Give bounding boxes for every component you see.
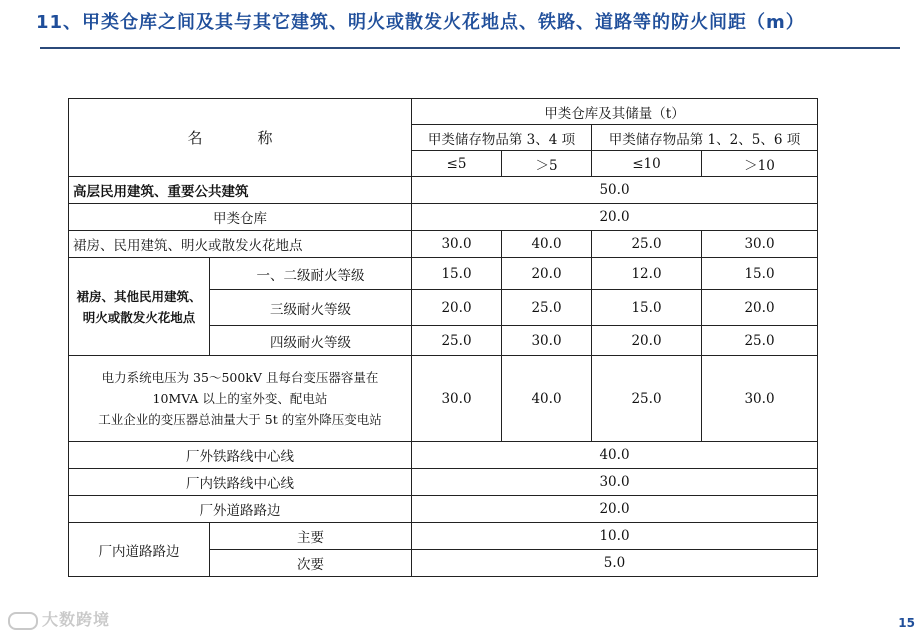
group-34-header: 甲类储存物品第 3、4 项 <box>412 125 592 151</box>
cell-value: 30.0 <box>412 356 502 442</box>
watermark <box>8 607 110 630</box>
slide-title: 11、甲类仓库之间及其与其它建筑、明火或散发火花地点、铁路、道路等的防火间距（m） <box>36 12 805 33</box>
row-label-inside-road: 厂内道路路边 <box>69 523 210 577</box>
sub-row-label: 一、二级耐火等级 <box>210 258 412 290</box>
cell-value: 30.0 <box>702 356 818 442</box>
cell-value: 25.0 <box>592 231 702 258</box>
row-label-fire-rating-group <box>69 258 210 356</box>
cell-value: 25.0 <box>502 290 592 326</box>
sub-row-label-main: 主要 <box>210 523 412 550</box>
watermark-text: 大数跨境 <box>42 610 111 629</box>
cell-value: 30.0 <box>502 326 592 356</box>
row-label-outside-road: 厂外道路路边 <box>69 496 412 523</box>
threshold-header: ＞10 <box>702 151 818 177</box>
substation-line1: 电力系统电压为 35～500kV 且每台变压器容量在 <box>101 370 379 385</box>
cell-value: 30.0 <box>412 231 502 258</box>
cell-value: 20.0 <box>502 258 592 290</box>
cell-value: 40.0 <box>412 442 818 469</box>
fire-rating-group-line1: 裙房、其他民用建筑、 <box>76 288 202 304</box>
sub-row-label: 四级耐火等级 <box>210 326 412 356</box>
substation-line2: 10MVA 以上的室外变、配电站 <box>152 391 328 406</box>
sub-row-label: 三级耐火等级 <box>210 290 412 326</box>
sub-row-label-secondary: 次要 <box>210 550 412 577</box>
cell-value: 20.0 <box>412 496 818 523</box>
cell-value: 20.0 <box>592 326 702 356</box>
cell-value: 25.0 <box>592 356 702 442</box>
cell-value: 30.0 <box>702 231 818 258</box>
capacity-header: 甲类仓库及其储量（t） <box>412 99 818 125</box>
watermark-logo-icon <box>8 612 38 630</box>
substation-line3: 工业企业的变压器总油量大于 5t 的室外降压变电站 <box>98 412 382 427</box>
cell-value: 10.0 <box>412 523 818 550</box>
row-label-outside-railway: 厂外铁路线中心线 <box>69 442 412 469</box>
row-label-substation <box>69 356 412 442</box>
cell-value: 30.0 <box>412 469 818 496</box>
row-label-class-a-warehouse: 甲类仓库 <box>69 204 412 231</box>
threshold-header: ≤5 <box>412 151 502 177</box>
fire-rating-group-line2: 明火或散发火花地点 <box>82 309 196 325</box>
group-1256-header: 甲类储存物品第 1、2、5、6 项 <box>592 125 818 151</box>
cell-value: 5.0 <box>412 550 818 577</box>
threshold-header: ＞5 <box>502 151 592 177</box>
cell-value: 25.0 <box>412 326 502 356</box>
cell-value: 25.0 <box>702 326 818 356</box>
cell-value: 15.0 <box>412 258 502 290</box>
cell-value: 20.0 <box>702 290 818 326</box>
row-label-highrise: 高层民用建筑、重要公共建筑 <box>69 177 412 204</box>
cell-value: 40.0 <box>502 231 592 258</box>
cell-value: 20.0 <box>412 290 502 326</box>
title-divider <box>40 47 900 49</box>
cell-value: 20.0 <box>412 204 818 231</box>
page-number: 15 <box>898 616 915 630</box>
name-header: 名 称 <box>69 99 412 177</box>
cell-value: 12.0 <box>592 258 702 290</box>
cell-value: 15.0 <box>592 290 702 326</box>
row-label-inside-railway: 厂内铁路线中心线 <box>69 469 412 496</box>
cell-value: 15.0 <box>702 258 818 290</box>
cell-value: 50.0 <box>412 177 818 204</box>
cell-value: 40.0 <box>502 356 592 442</box>
row-label-podium: 裙房、民用建筑、明火或散发火花地点 <box>69 231 412 258</box>
threshold-header: ≤10 <box>592 151 702 177</box>
fire-distance-table <box>68 98 818 577</box>
